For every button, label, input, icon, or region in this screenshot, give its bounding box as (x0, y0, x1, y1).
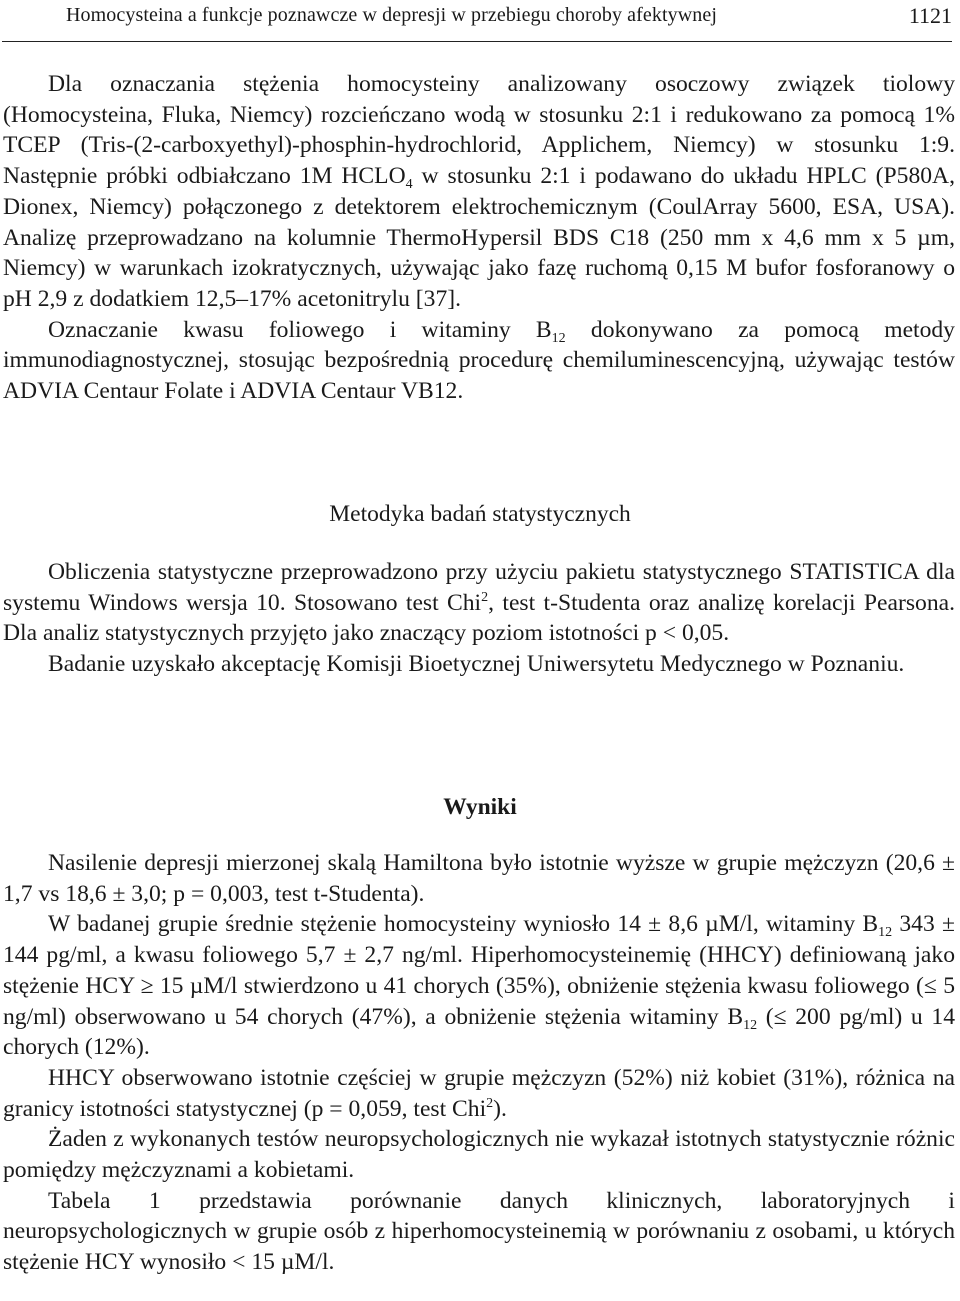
paragraph-statistics (3, 557, 955, 649)
subscript: 12 (878, 925, 893, 941)
text-run: HHCY obserwowano istotnie częściej w grupie mężczyzn (52%) niż kobiet (31%), różnica na granicy istotności statystycznej (p = 0,059, test Chi (3, 1064, 955, 1122)
methods-section (3, 69, 955, 407)
text-run: , test t-Studenta oraz analizę korelacji Pearsona. Dla analiz statystycznych przyjęto jako znaczący poziom istotności p < 0,05. (3, 589, 955, 647)
subscript: 12 (743, 1017, 758, 1033)
running-title: Homocysteina a funkcje poznawcze w depresji w przebiegu choroby afektywnej (66, 4, 718, 26)
paragraph-bioethics: Badanie uzyskało akceptację Komisji Bioetycznej Uniwersytetu Medycznego w Poznaniu. (48, 651, 905, 678)
subscript: 12 (551, 330, 566, 346)
paragraph-concentrations (3, 909, 955, 1063)
text-run: Oznaczanie kwasu foliowego i witaminy B (48, 316, 552, 343)
paragraph-neuropsych: Żaden z wykonanych testów neuropsychologicznych nie wykazał istotnych statystycznie różnic pomiędzy mężczyznami a kobietami. (3, 1126, 955, 1184)
page-number: 1121 (908, 3, 952, 28)
text-run: w stosunku 2:1 i podawano do układu HPLC (P580A, Dionex, Niemcy) połączonego z detektorem elektrochemicznym (CoulArray 5600, ESA, USA). Analizę przeprowadzano na kolumnie ThermoHypersil BDS C18 (250 mm x 4,6 mm x 5 µm, Niemcy) w warunkach izokratycznych, używając jako fazę ruchomą 0,15 M bufor fosforanowy o pH 2,9 z dodatkiem 12,5–17% acetonitrylu [37]. (3, 163, 955, 312)
text-run: Dla oznaczania stężenia homocysteiny analizowany osoczowy związek tiolowy (Homocysteina, Fluka, Niemcy) rozcieńczano wodą w stosunku 2:1 i redukowano za pomocą 1% TCEP (Tris-(2-carboxyethyl)-phosphin-hydrochlorid, Applichem, Niemcy) w stosunku 1:9. Następnie próbki odbiałczano 1M HCLO (3, 71, 955, 190)
running-header (2, 0, 952, 42)
subscript: 4 (405, 177, 413, 193)
text-run: Obliczenia statystyczne przeprowadzono przy użyciu pakietu statystycznego STATISTICA dla systemu Windows wersja 10. Stosowano test Chi (3, 559, 955, 616)
text-run: dokonywano za pomocą metody immunodiagnostycznej, stosując bezpośrednią procedurę chemiluminescencyjną, używając testów ADVIA Centaur Folate i ADVIA Centaur VB12. (3, 316, 955, 405)
statistics-heading: Metodyka badań statystycznych (329, 501, 631, 527)
text-run: W badanej grupie średnie stężenie homocysteiny wyniosło 14 ± 8,6 µM/l, witaminy B (48, 911, 879, 938)
results-heading: Wyniki (443, 794, 517, 820)
text-run: (≤ 200 pg/ml) u 14 chorych (12%). (3, 1003, 956, 1061)
paragraph-folate-b12 (3, 315, 955, 407)
paragraph-table-reference: Tabela 1 przedstawia porównanie danych klinicznych, laboratoryjnych i neuropsychologicznych w grupie osób z hiperhomocysteinemią w porównaniu z osobami, u których stężenie HCY wynosiło < 15 µM/l. (3, 1187, 955, 1276)
superscript: 2 (486, 1095, 494, 1111)
paragraph-hamilton: Nasilenie depresji mierzonej skalą Hamiltona było istotnie wyższe w grupie mężczyzn (20,6 ± 1,7 vs 18,6 ± 3,0; p = 0,003, test t-Studenta). (3, 850, 955, 907)
results-section (3, 848, 955, 1278)
text-run: ). (493, 1095, 507, 1122)
statistics-section (3, 557, 955, 680)
paragraph-hhcy-sex (3, 1063, 955, 1124)
text-run: 343 ± 144 pg/ml, a kwasu foliowego 5,7 ± 2,7 ng/ml. Hiperhomocysteinemię (HHCY) definiowaną jako stężenie HCY ≥ 15 µM/l stwierdzono u 41 chorych (35%), obniżenie stężenia kwasu foliowego (≤ 5 ng/ml) obserwowano u 54 chorych (47%), a obniżenie stężenia witaminy B (3, 911, 955, 1030)
paragraph-hplc (3, 69, 955, 315)
superscript: 2 (481, 589, 489, 605)
